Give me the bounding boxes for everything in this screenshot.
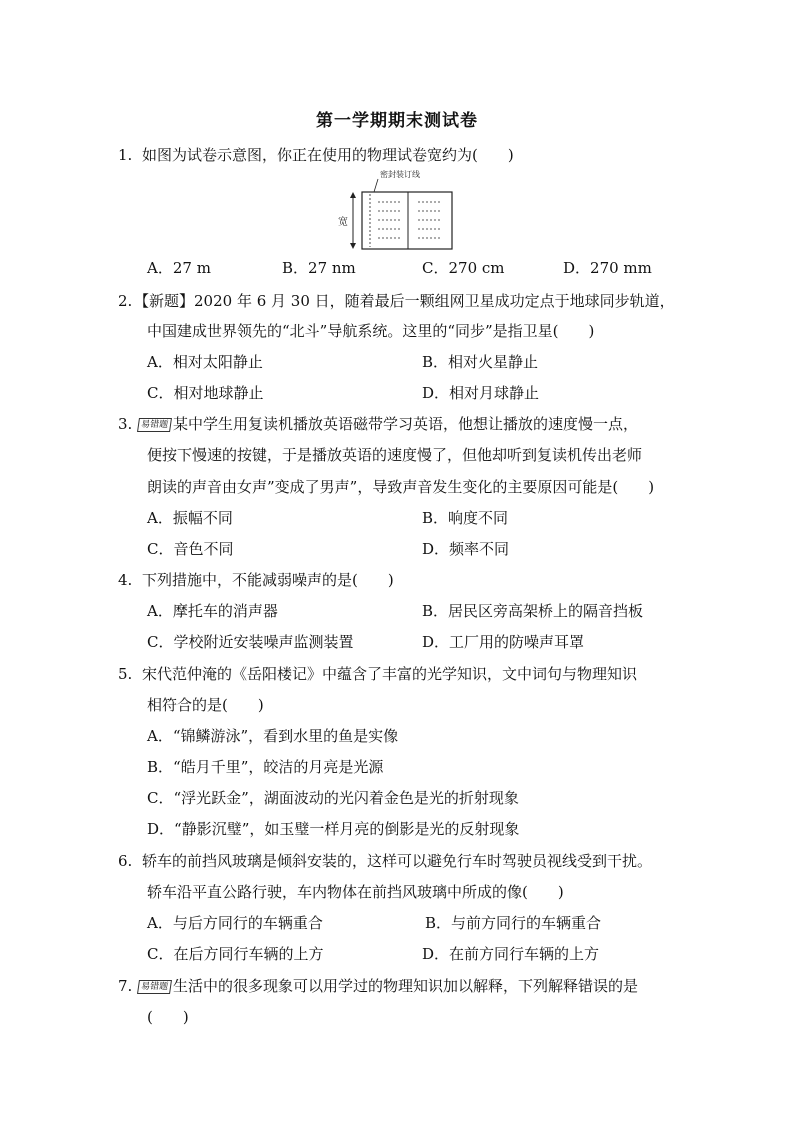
question-text: 便按下慢速的按键，于是播放英语的速度慢了，但他却听到复读机传出老师 xyxy=(147,446,643,464)
option-d: D．270 mm xyxy=(563,259,652,277)
option-c: C．在后方同行车辆的上方 xyxy=(147,945,324,963)
question-number: 5. xyxy=(118,665,133,683)
option-d: D．在前方同行车辆的上方 xyxy=(422,945,600,963)
option-a: A．摩托车的消声器 xyxy=(147,602,278,620)
question-text: 朗读的声音由女声”变成了男声”，导致声音发生变化的主要原因可能是( ) xyxy=(147,478,655,496)
seal-line-label: 密封装订线 xyxy=(380,170,420,179)
question-text: 相符合的是( ) xyxy=(147,696,264,714)
question-text: 易错题 生活中的很多现象可以用学过的物理知识加以解释，下列解释错误的是 xyxy=(138,976,638,996)
question-text: 轿车的前挡风玻璃是倾斜安装的，这样可以避免行车时驾驶员视线受到干扰。 xyxy=(142,852,653,870)
question-number: 4. xyxy=(118,571,133,589)
option-c: C．相对地球静止 xyxy=(147,384,264,402)
question-number: 1. xyxy=(118,146,133,164)
exam-paper-figure xyxy=(336,168,466,253)
option-d: D．“静影沉璧”，如玉璧一样月亮的倒影是光的反射现象 xyxy=(147,820,520,838)
error-prone-badge: 易错题 xyxy=(137,980,172,994)
width-label: 宽 xyxy=(338,217,348,228)
error-prone-badge: 易错题 xyxy=(137,418,172,432)
question-number: 2. xyxy=(118,292,133,310)
option-c: C．音色不同 xyxy=(147,540,234,558)
question-text: 【新题】2020 年 6 月 30 日，随着最后一颗组网卫星成功定点于地球同步轨道， xyxy=(134,292,675,310)
option-d: D．频率不同 xyxy=(422,540,510,558)
option-c: C．270 cm xyxy=(422,259,505,277)
question-text: 中国建成世界领先的“北斗”导航系统。这里的“同步”是指卫星( ) xyxy=(147,322,595,340)
option-b: B．与前方同行的车辆重合 xyxy=(425,914,602,932)
question-number: 6. xyxy=(118,852,133,870)
question-number: 3. xyxy=(118,415,133,433)
option-a: A．相对太阳静止 xyxy=(147,353,263,371)
option-b: B．“皓月千里”，皎洁的月亮是光源 xyxy=(147,758,384,776)
option-d: D．工厂用的防噪声耳罩 xyxy=(422,633,585,651)
paper-outline xyxy=(362,192,452,249)
option-b: B．相对火星静止 xyxy=(422,353,539,371)
option-c: C．“浮光跃金”，湖面波动的光闪着金色是光的折射现象 xyxy=(147,789,519,807)
question-text: 轿车沿平直公路行驶，车内物体在前挡风玻璃中所成的像( ) xyxy=(147,883,564,901)
question-text: 易错题 某中学生用复读机播放英语磁带学习英语，他想让播放的速度慢一点， xyxy=(138,414,638,434)
exam-title: 第一学期期末测试卷 xyxy=(316,111,478,131)
option-d: D．相对月球静止 xyxy=(422,384,540,402)
question-text: 如图为试卷示意图，你正在使用的物理试卷宽约为( ) xyxy=(142,146,514,164)
option-c: C．学校附近安装噪声监测装置 xyxy=(147,633,354,651)
question-number: 7. xyxy=(118,977,133,995)
option-b: B．居民区旁高架桥上的隔音挡板 xyxy=(422,602,644,620)
question-text: 下列措施中，不能减弱噪声的是( ) xyxy=(142,571,394,589)
option-a: A．“锦鳞游泳”，看到水里的鱼是实像 xyxy=(147,727,399,745)
question-text: 宋代范仲淹的《岳阳楼记》中蕴含了丰富的光学知识，文中词句与物理知识 xyxy=(142,665,638,683)
option-a: A．与后方同行的车辆重合 xyxy=(147,914,323,932)
option-a: A．27 m xyxy=(147,259,211,277)
option-b: B．27 nm xyxy=(282,259,356,277)
option-b: B．响度不同 xyxy=(422,509,509,527)
question-text: ( ) xyxy=(147,1008,189,1026)
option-a: A．振幅不同 xyxy=(147,509,233,527)
